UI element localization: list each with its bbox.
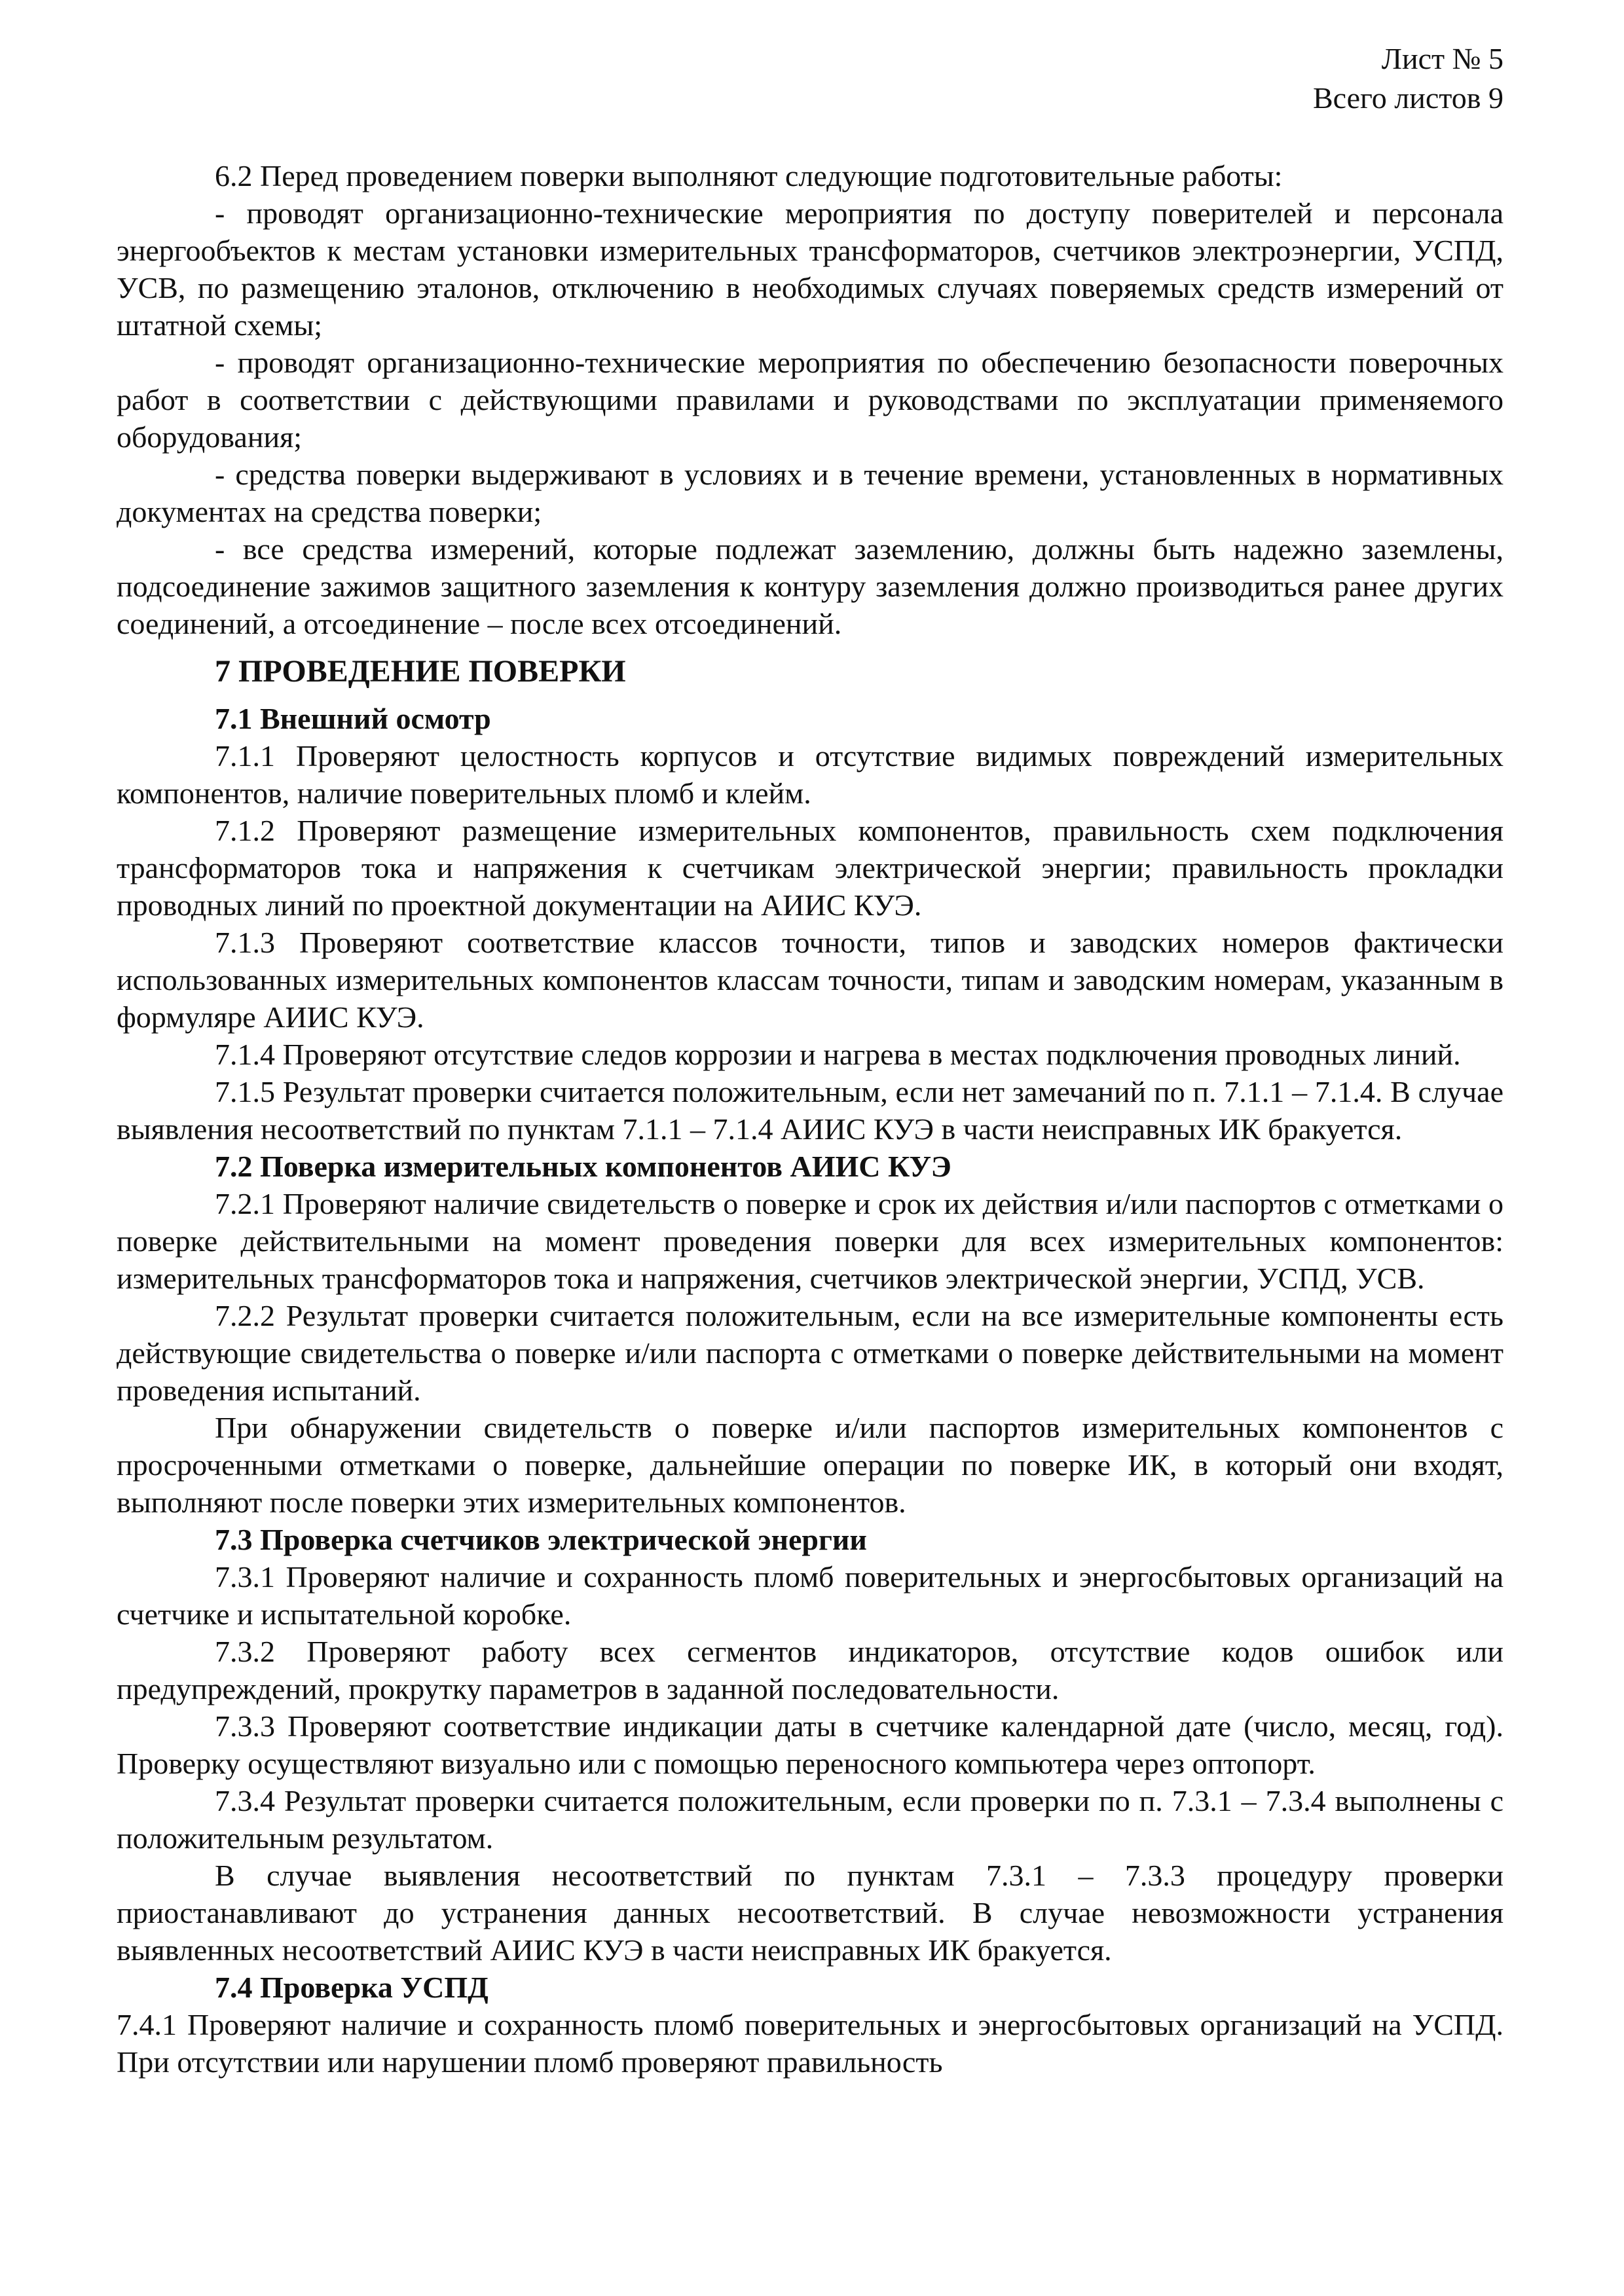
document-page (117, 39, 1504, 2081)
header-spacer (117, 118, 1504, 157)
paragraph-7-2-note: При обнаружении свидетельств о поверке и/или паспортов измерительных компонентов с просроченными отметками о поверке, дальнейшие операции по поверке ИК, в который они входят, выполняют после поверки этих измерительных компонентов. (117, 1411, 1504, 1519)
paragraph-7-1-3: 7.1.3 Проверяют соответствие классов точности, типов и заводских номеров фактически использованных измерительных компонентов классам точности, типам и заводским номерам, указанным в формуляре АИИС КУЭ. (117, 926, 1504, 1034)
list-item-grounding: - все средства измерений, которые подлежат заземлению, должны быть надежно заземлены, подсоединение зажимов защитного заземления к контуру заземления должно производиться ранее других соединений, а отсоединение – после всех отсоединений. (117, 532, 1504, 640)
list-item-conditions: - средства поверки выдерживают в условиях и в течение времени, установленных в нормативных документах на средства поверки; (117, 458, 1504, 528)
paragraph-7-2-1: 7.2.1 Проверяют наличие свидетельств о поверке и срок их действия и/или паспортов с отметками о поверке действительными на момент проведения поверки для всех измерительных компонентов: измерительных трансформаторов тока и напряжения, счетчиков электрической энергии, УСПД, УСВ. (117, 1187, 1504, 1295)
section-heading-7: 7 ПРОВЕДЕНИЕ ПОВЕРКИ (215, 654, 626, 689)
paragraph-6-2: 6.2 Перед проведением поверки выполняют следующие подготовительные работы: (215, 159, 1283, 192)
paragraph-7-3-note: В случае выявления несоответствий по пунктам 7.3.1 – 7.3.3 процедуру проверки приостанавливают до устранения данных несоответствий. В случае невозможности устранения выявленных несоответствий АИИС КУЭ в части неисправных ИК бракуется. (117, 1859, 1504, 1967)
subsection-heading-7-1: 7.1 Внешний осмотр (215, 702, 491, 735)
subsection-heading-7-4: 7.4 Проверка УСПД (215, 1971, 489, 2004)
sheet-total: Всего листов 9 (1312, 81, 1504, 115)
list-item-access: - проводят организационно-технические мероприятия по доступу поверителей и персонала энергообъектов к местам установки измерительных трансформаторов, счетчиков электроэнергии, УСПД, УСВ, по размещению эталонов, отключению в необходимых случаях поверяемых средств измерений от штатной схемы; (117, 196, 1504, 342)
sheet-number: Лист № 5 (1381, 42, 1504, 75)
subsection-heading-7-3: 7.3 Проверка счетчиков электрической энергии (215, 1523, 867, 1556)
paragraph-7-4-1: 7.4.1 Проверяют наличие и сохранность пломб поверительных и энергосбытовых организаций на УСПД. При отсутствии или нарушении пломб проверяют правильность (117, 2008, 1504, 2079)
subsection-heading-7-2: 7.2 Поверка измерительных компонентов АИИС КУЭ (215, 1150, 951, 1183)
sheet-header (117, 39, 1504, 118)
paragraph-7-1-2: 7.1.2 Проверяют размещение измерительных компонентов, правильность схем подключения трансформаторов тока и напряжения к счетчикам электрической энергии; правильность прокладки проводных линий по проектной документации на АИИС КУЭ. (117, 814, 1504, 922)
paragraph-7-1-4: 7.1.4 Проверяют отсутствие следов коррозии и нагрева в местах подключения проводных линий. (215, 1038, 1461, 1071)
paragraph-7-3-1: 7.3.1 Проверяют наличие и сохранность пломб поверительных и энергосбытовых организаций на счетчике и испытательной коробке. (117, 1560, 1504, 1631)
paragraph-7-3-4: 7.3.4 Результат проверки считается положительным, если проверки по п. 7.3.1 – 7.3.4 выполнены с положительным результатом. (117, 1784, 1504, 1855)
paragraph-7-3-2: 7.3.2 Проверяют работу всех сегментов индикаторов, отсутствие кодов ошибок или предупреждений, прокрутку параметров в заданной последовательности. (117, 1635, 1504, 1705)
paragraph-7-1-5: 7.1.5 Результат проверки считается положительным, если нет замечаний по п. 7.1.1 – 7.1.4. В случае выявления несоответствий по пунктам 7.1.1 – 7.1.4 АИИС КУЭ в части неисправных ИК бракуется. (117, 1075, 1504, 1146)
paragraph-7-2-2: 7.2.2 Результат проверки считается положительным, если на все измерительные компоненты есть действующие свидетельства о поверке и/или паспорта с отметками о поверке действительными на момент проведения испытаний. (117, 1299, 1504, 1407)
paragraph-7-1-1: 7.1.1 Проверяют целостность корпусов и отсутствие видимых повреждений измерительных компонентов, наличие поверительных пломб и клейм. (117, 739, 1504, 810)
list-item-safety: - проводят организационно-технические мероприятия по обеспечению безопасности поверочных работ в соответствии с действующими правилами и руководствами по эксплуатации применяемого оборудования; (117, 346, 1504, 454)
paragraph-7-3-3: 7.3.3 Проверяют соответствие индикации даты в счетчике календарной дате (число, месяц, год). Проверку осуществляют визуально или с помощью переносного компьютера через оптопорт. (117, 1709, 1504, 1780)
